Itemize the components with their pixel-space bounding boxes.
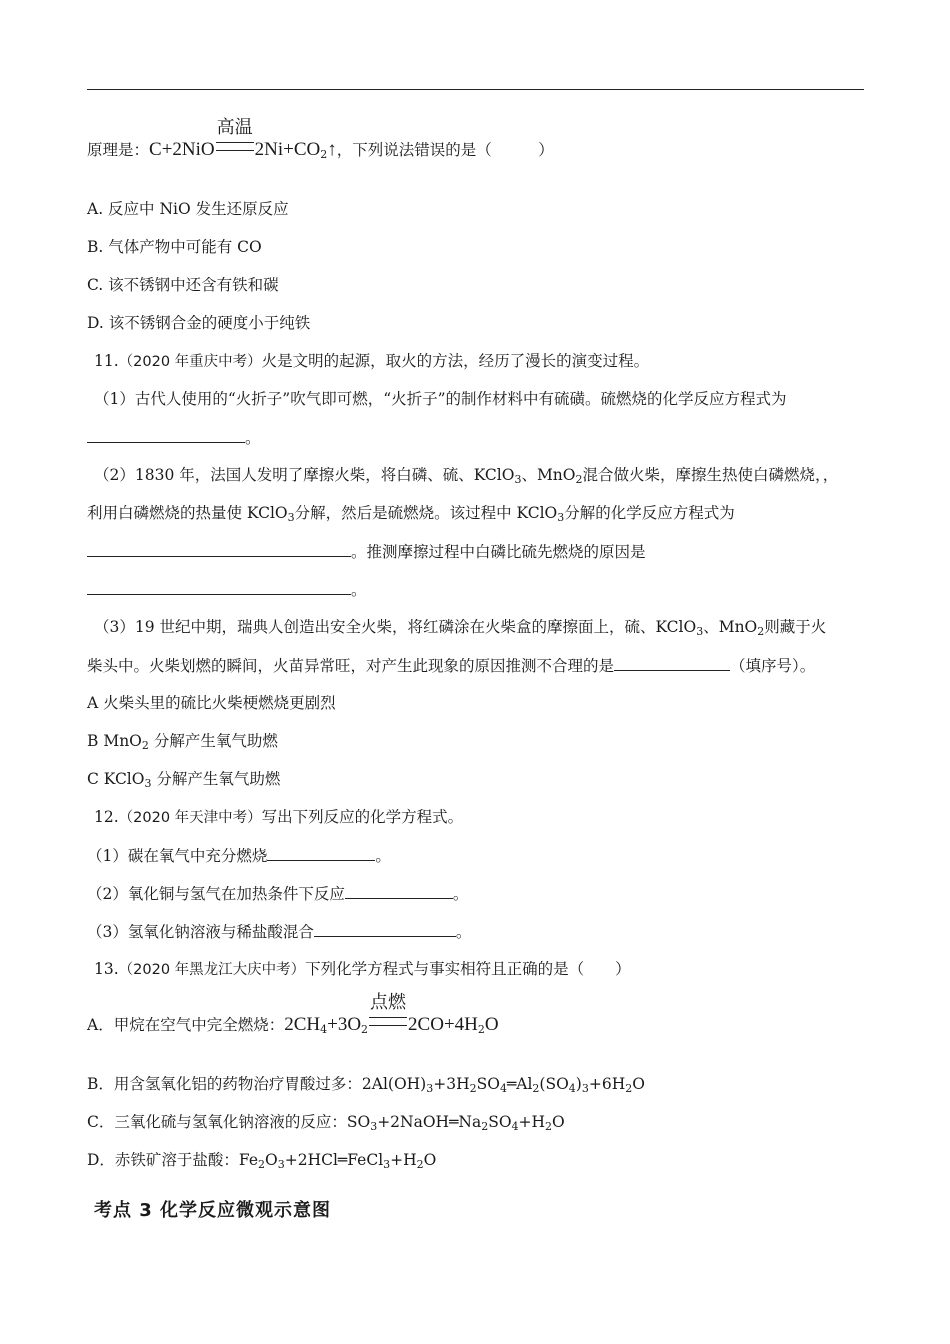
q11-part2-line3: 。推测摩擦过程中白磷比硫先燃烧的原因是 (87, 541, 646, 562)
q12-item-1: （1）碳在氧气中充分燃烧 。 (87, 847, 391, 865)
q13-option-d: D．赤铁矿溶于盐酸：$Fe_2O_3+2HCl═FeCl_3+H_2O$ (87, 1151, 437, 1171)
q11-part1-answer: 。 (87, 427, 261, 448)
q12-item-3: （3）氢氧化钠溶液与稀盐酸混合 。 (87, 923, 472, 941)
q11-option-a: A 火柴头里的硫比火柴梗燃烧更剧烈 (87, 694, 336, 712)
q11-part2-line1: （2）1830 年，法国人发明了摩擦火柴，将白磷、硫、KClO$_3$、MnO$_2$混合做火柴，摩擦生热使白磷燃烧，， (94, 466, 839, 486)
q11-stem: 11.（2020 年重庆中考）火是文明的起源，取火的方法，经历了漫长的演变过程。 (94, 352, 650, 370)
reaction-condition: 点燃 (368, 1015, 408, 1035)
q10-option-a: A. 反应中 NiO 发生还原反应 (87, 200, 289, 218)
q11-part2-line2: 利用白磷燃烧的热量使 KClO$_3$分解，然后是硫燃烧。该过程中 KClO$_3$分解的化学反应方程式为 (87, 504, 735, 524)
q11-option-b: B MnO$_2$ 分解产生氧气助燃 (87, 732, 278, 752)
q13-stem: 13.（2020 年黑龙江大庆中考）下列化学方程式与事实相符且正确的是（ ） (94, 960, 631, 978)
q11-part3-line2: 柴头中。火柴划燃的瞬间，火苗异常旺，对产生此现象的原因推测不合理的是 （填序号）。 (87, 657, 816, 675)
q11-part1: （1）古代人使用的“火折子”吹气即可燃，“火折子”的制作材料中有硫磺。硫燃烧的化学反应方程式为 (94, 390, 787, 408)
section-heading: 考点 3 化学反应微观示意图 (94, 1200, 332, 1221)
q11-part3-line1: （3）19 世纪中期，瑞典人创造出安全火柴，将红磷涂在火柴盒的摩擦面上，硫、KClO$_3$、MnO$_2$则藏于火 (94, 618, 827, 638)
q11-option-c: C KClO$_3$ 分解产生氧气助燃 (87, 770, 281, 790)
q10-option-c: C. 该不锈钢中还含有铁和碳 (87, 276, 279, 294)
q10-option-d: D. 该不锈钢合金的硬度小于纯铁 (87, 314, 311, 332)
q13-option-c: C．三氧化硫与氢氧化钠溶液的反应：$SO_3+2NaOH═Na_2SO_4+H_2O$ (87, 1113, 565, 1133)
reaction-condition: 高温 (215, 140, 255, 160)
q12-stem: 12.（2020 年天津中考）写出下列反应的化学方程式。 (94, 808, 464, 826)
q10-stem: 原理是：C+2NiO 高温 $2Ni+CO_2↑$，下列说法错误的是（ ） (87, 117, 554, 161)
q10-option-b: B. 气体产物中可能有 CO (87, 238, 262, 256)
header-rule (87, 89, 864, 90)
q13-option-b: B．用含氢氧化铝的药物治疗胃酸过多：$2Al(OH)_3+3H_2SO_4═Al_2(SO_4)_3+6H_2O$ (87, 1075, 645, 1095)
q13-option-a: A．甲烷在空气中完全燃烧：$2CH_4+3O_2$ 点燃 $2CO+4H_2O$ (87, 992, 499, 1036)
q11-part2-line4: 。 (87, 579, 367, 600)
q12-item-2: （2）氧化铜与氢气在加热条件下反应 。 (87, 885, 469, 903)
